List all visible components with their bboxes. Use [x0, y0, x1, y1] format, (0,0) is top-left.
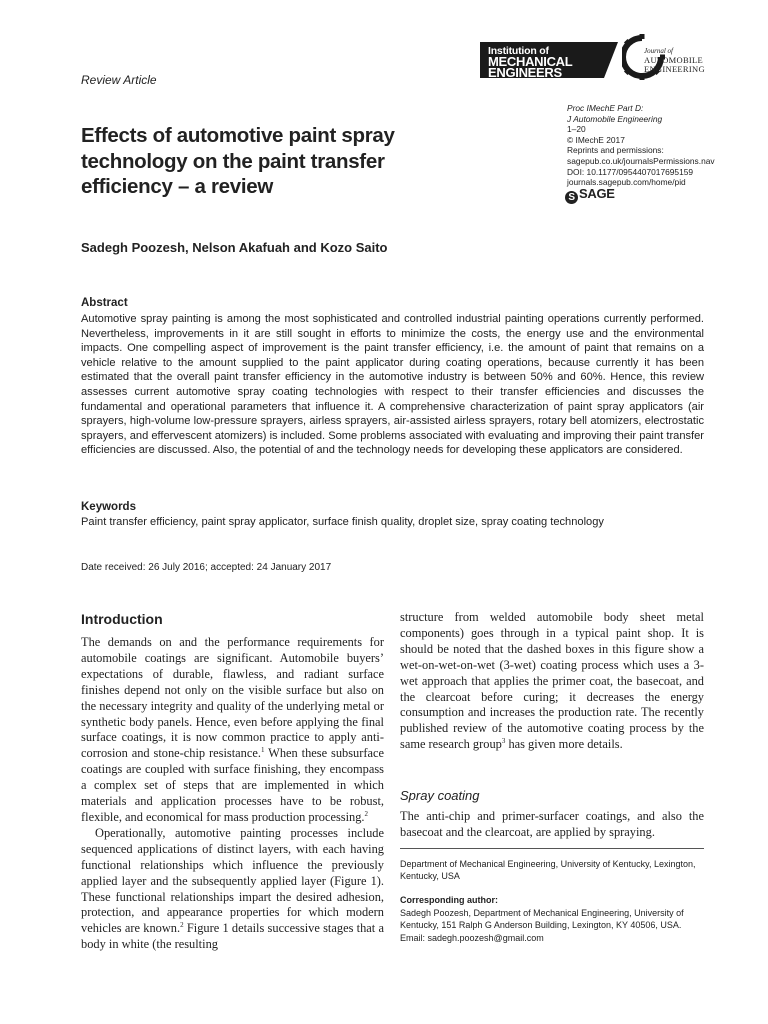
date-received: Date received: 26 July 2016; accepted: 24 January 2017	[81, 562, 332, 573]
abstract-text: Automotive spray painting is among the most sophisticated and controlled industrial painting operations currently performed. Nevertheless, improvements in it are still sought in efforts to minimize the costs, the energy use and the environmental impacts. One compelling aspect of improvement is the paint transfer efficiency, i.e. the amount of paint that remains on a vehicle relative to the amount supplied to the paint applicator during coating operations, because currently it has been estimated that the overall paint transfer efficiency in the automotive industry is between 50% and 60%. Hence, this review assesses current automotive spray coating technologies with respect to their transfer efficiencies and discusses the fundamental and operational parameters that influence it. A comprehensive characterization of paint spray applicators (air sprayers, high-volume low-pressure sprayers, airless sprayers, air-assisted airless sprayers, rotary bell atomizers, electrostatic sprayers, and effervescent atomizers) is included. Some problems associated with evaluating and improving their paint transfer efficiencies are discussed. Also, the potential of and the technology needs for developing these applicators are considered.	[81, 313, 704, 457]
article-type-label: Review Article	[81, 73, 157, 87]
intro-paragraph-1	[81, 635, 384, 826]
keywords-text: Paint transfer efficiency, paint spray applicator, surface finish quality, droplet size, spray coating technology	[81, 516, 604, 528]
imeche-logo-line1: Institution of	[488, 45, 549, 57]
intro-p1-text-a: The demands on and the performance requirements for automobile coatings are significant. Automobile buyers’ expectations of durable, flawless, and radiant surface finishes depend not only on the visible surface but also on the necessary integrity and quality of the underlying metal or synthetic body panels. Hence, even before applying the final surface coatings, it is now common practice to apply anti-corrosion and stone-chip resistance.	[81, 635, 384, 761]
corresponding-author-address: Sadegh Poozesh, Department of Mechanical Engineering, University of Kentucky, 151 Ralph G Anderson Building, Lexington, KY 40506, USA.	[400, 908, 684, 931]
author-list: Sadegh Poozesh, Nelson Akafuah and Kozo Saito	[81, 240, 388, 255]
corresponding-author-heading: Corresponding author:	[400, 895, 498, 905]
imeche-logo-line2: MECHANICAL	[488, 54, 573, 69]
intro-paragraph-3	[400, 610, 704, 753]
right-column-body	[400, 610, 704, 753]
spray-coating-paragraph: The anti-chip and primer-surfacer coatings, and also the basecoat and the clearcoat, are applied by spraying.	[400, 809, 704, 839]
intro-p3-text-a: structure from welded automobile body sheet metal components) goes through in a typical paint shop. It is should be noted that the dashed boxes in this figure show a wet-on-wet-on-wet (3-wet) coating process which uses a 3-wet approach that applies the primer coat, the basecoat, and the clearcoat before curing; it decreases the energy consumption and increases the production rate. The recently published review of the automotive coating process by the same research group	[400, 610, 704, 752]
corresponding-author-email[interactable]: Email: sadegh.poozesh@gmail.com	[400, 932, 544, 943]
meta-permissions-link[interactable]: sagepub.co.uk/journalsPermissions.nav	[567, 155, 715, 166]
meta-journal: J Automobile Engineering	[567, 113, 663, 124]
meta-journal-link[interactable]: journals.sagepub.com/home/pid	[567, 177, 686, 188]
intro-paragraph-2	[81, 826, 384, 953]
keywords-heading: Keywords	[81, 501, 136, 513]
abstract-heading: Abstract	[81, 297, 128, 309]
citation-ref-2b[interactable]: 2	[180, 921, 184, 930]
citation-ref-1[interactable]: 1	[260, 746, 265, 755]
intro-p3-text-b: has given more details.	[505, 737, 623, 752]
imeche-logo-line3: ENGINEERS	[488, 65, 562, 80]
intro-p2-text-a: Operationally, automotive painting processes include sequenced applications of distinct layers, with each having functional relationships which influence the previously applied layer and the subsequently applied layer (Figure 1). These functional relationships impart the desired adhesion, protection, and appearance properties for which modern vehicles are known.	[81, 825, 384, 936]
left-column-body	[81, 635, 384, 953]
imeche-logo	[480, 42, 618, 78]
article-title: Effects of automotive paint spray technology on the paint transfer efficiency – a review	[81, 124, 395, 198]
corresponding-author-details	[400, 907, 704, 944]
introduction-heading: Introduction	[81, 611, 163, 627]
meta-doi[interactable]: DOI: 10.1177/0954407017695159	[567, 166, 694, 177]
journal-logo-line1: Journal of	[644, 47, 673, 55]
sage-logo	[565, 186, 615, 204]
footnote-divider	[400, 848, 704, 849]
spray-coating-heading: Spray coating	[400, 788, 480, 803]
sage-s-icon: S	[565, 191, 578, 204]
journal-logo-line2: AUTOMOBILE	[644, 55, 704, 65]
meta-reprints-label: Reprints and permissions:	[567, 145, 664, 156]
meta-pages: 1–20	[567, 124, 586, 135]
sage-logo-text: SAGE	[579, 186, 615, 201]
intro-p1-text-b: When these subsurface coatings are coupled with surface finishing, they encompass a complex set of steps that are implemented in which materials and application processes have to be robust, flexible, and economical for mass production processing.	[81, 746, 385, 824]
meta-proceedings: Proc IMechE Part D:	[567, 103, 644, 113]
intro-p2-text-b: Figure 1 details successive stages that a body in white (the resulting	[81, 921, 385, 952]
publication-metadata	[567, 103, 715, 188]
journal-logo	[622, 33, 712, 83]
citation-ref-3[interactable]: 3	[501, 737, 506, 746]
citation-ref-2[interactable]: 2	[364, 809, 369, 818]
meta-copyright: © IMechE 2017	[567, 134, 625, 145]
journal-logo-line3: ENGINEERING	[644, 64, 705, 74]
author-affiliation: Department of Mechanical Engineering, University of Kentucky, Lexington, Kentucky, USA	[400, 859, 696, 882]
